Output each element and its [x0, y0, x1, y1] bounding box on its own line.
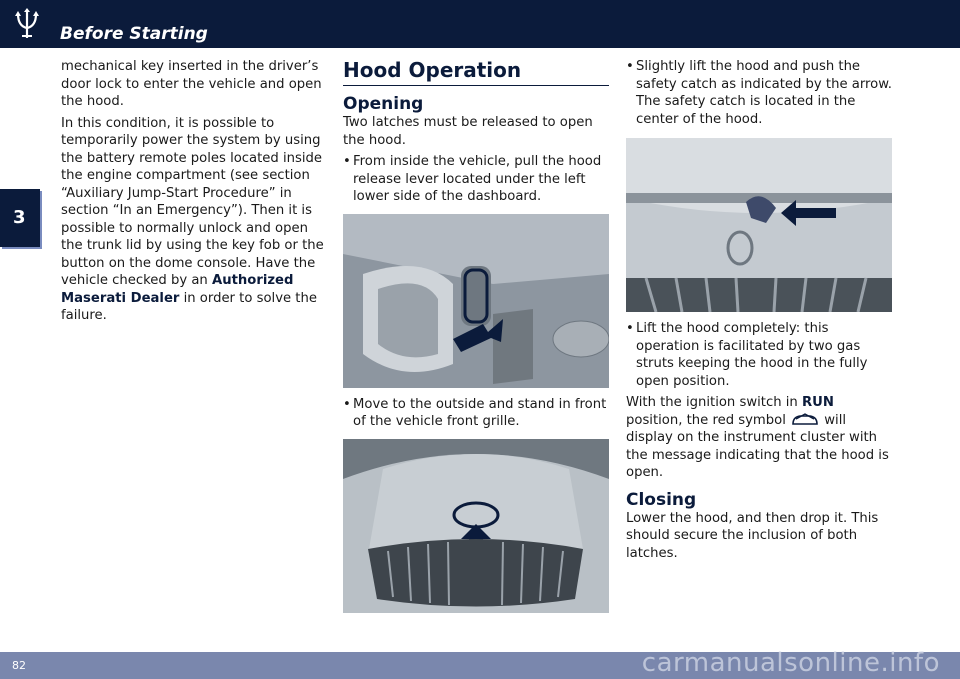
text: With the ignition switch in [626, 395, 802, 410]
section-title: Before Starting [60, 24, 208, 44]
front-grille-image [343, 439, 609, 613]
bullet: • [626, 321, 634, 336]
bullet: • [626, 59, 634, 74]
text: Slightly lift the hood and push the safety catch as indicated by the arrow. The safety catch is located in the center of the hood. [636, 59, 892, 127]
text: In this condition, it is possible to temporarily power the system by using the battery remote poles located inside the engine compartment (see section “Auxiliary Jump-Start Procedure” in section “In an Emergency”). Then it is possible to normally unlock and open the trunk lid by using the key fob or the button on the dome console. Have the vehicle checked by an [61, 115, 324, 288]
hood-open-icon [790, 413, 820, 427]
column-middle [343, 58, 609, 621]
list-item [626, 58, 892, 128]
list-item [343, 396, 609, 431]
page-number: 82 [12, 659, 26, 672]
text: in order to solve the failure. [61, 290, 317, 323]
chapter-number: 3 [13, 207, 26, 228]
paragraph [626, 394, 892, 482]
list-item [343, 153, 609, 206]
heading-hood-operation: Hood Operation [343, 58, 609, 86]
text: will display on the instrument cluster with the message indicating that the hood is open. [626, 412, 889, 480]
column-right [626, 58, 892, 566]
watermark: carmanualsonline.info [641, 648, 940, 678]
subheading-closing: Closing [626, 489, 697, 510]
text: From inside the vehicle, pull the hood release lever located under the left lower side of the dashboard. [353, 154, 602, 204]
run-label: RUN [801, 395, 834, 410]
paragraph: Lower the hood, and then drop it. This should secure the inclusion of both latches. [626, 510, 879, 561]
bold-text: Authorized Maserati Dealer [61, 273, 294, 306]
text: Lift the hood completely: this operation is facilitated by two gas struts keeping the hood in the fully open position. [636, 321, 868, 389]
column-left [61, 58, 325, 329]
safety-catch-image [626, 138, 892, 312]
bullet: • [343, 396, 351, 412]
maserati-trident-icon [10, 8, 44, 40]
paragraph: mechanical key inserted in the driver’s door lock to enter the vehicle and open the hood. [61, 59, 322, 109]
paragraph: Two latches must be released to open the hood. [343, 115, 593, 148]
paragraph [61, 115, 325, 325]
subheading-opening: Opening [343, 94, 424, 114]
chapter-tab [0, 189, 40, 247]
bullet: • [343, 154, 351, 169]
dashboard-lever-image [343, 214, 609, 388]
text: Move to the outside and stand in front of the vehicle front grille. [353, 396, 607, 429]
text: position, the red symbol [626, 412, 791, 428]
page-header [0, 0, 960, 48]
list-item [626, 320, 892, 390]
